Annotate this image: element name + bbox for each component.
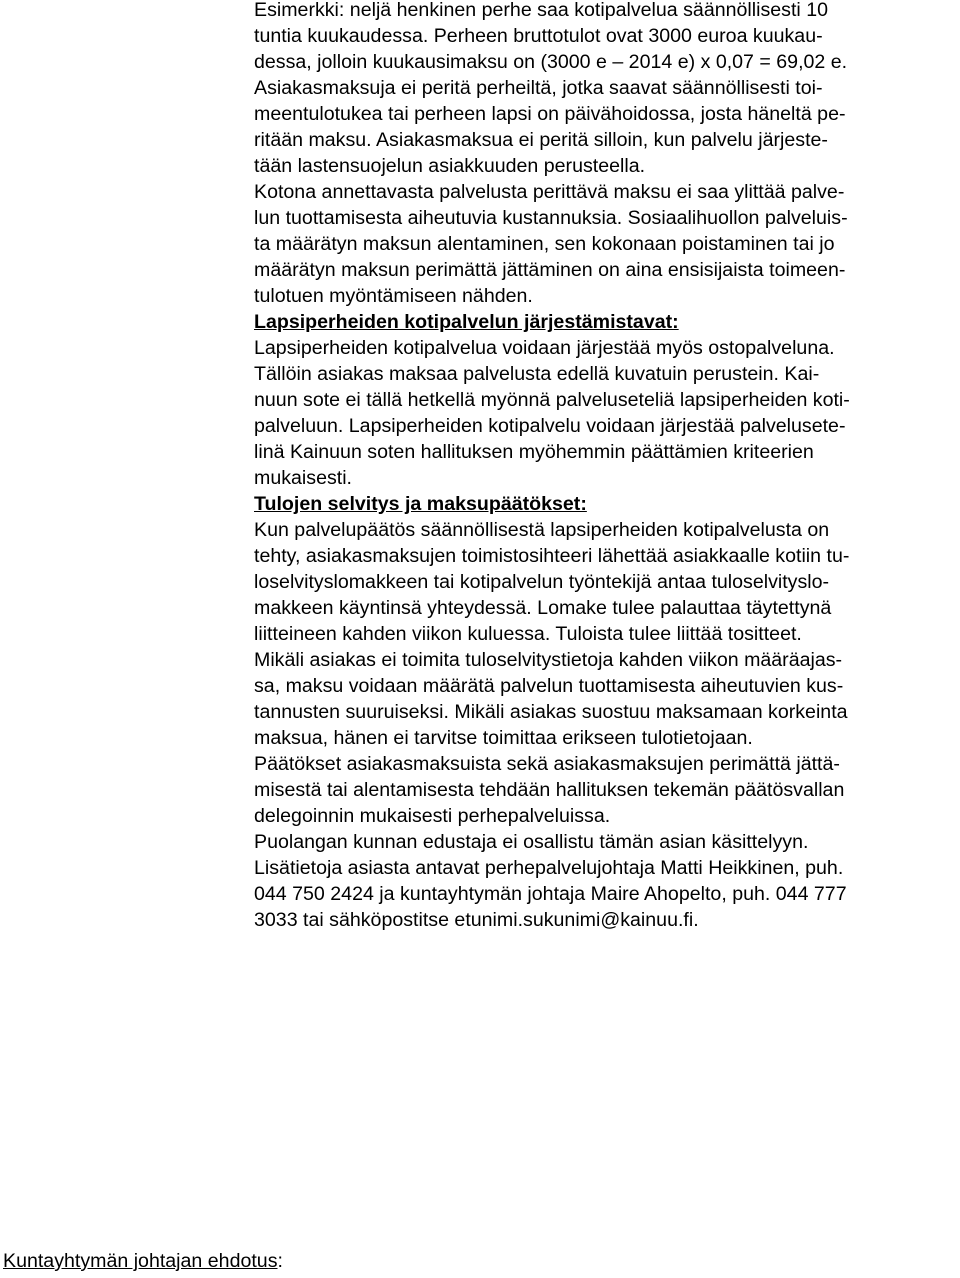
paragraph-contact <box>254 855 956 933</box>
text-line: maksua, hänen ei tarvitse toimittaa erikseen tulotietojaan. <box>254 727 753 749</box>
text-line: Mikäli asiakas ei toimita tuloselvitystietoja kahden viikon määräajas- <box>254 649 843 671</box>
section-heading-arrangement <box>254 309 956 335</box>
heading-text: Tulojen selvitys ja maksupäätökset: <box>254 493 587 515</box>
paragraph-exemptions <box>254 75 956 179</box>
paragraph-decisions <box>254 751 956 829</box>
text-line: meentulotukea tai perheen lapsi on päivähoidossa, josta häneltä pe- <box>254 103 846 125</box>
paragraph-fee-limit <box>254 179 956 309</box>
text-line: tehty, asiakasmaksujen toimistosihteeri lähettää asiakkaalle kotiin tu- <box>254 545 850 567</box>
paragraph-income-form <box>254 517 956 647</box>
text-line: linä Kainuun soten hallituksen myöhemmin päättämien kriteerien <box>254 441 814 463</box>
text-line: Esimerkki: neljä henkinen perhe saa kotipalvelua säännöllisesti 10 <box>254 0 828 21</box>
text-line: ritään maksu. Asiakasmaksua ei peritä silloin, kun palvelu järjeste- <box>254 129 828 151</box>
text-line: tuntia kuukaudessa. Perheen bruttotulot ovat 3000 euroa kuukau- <box>254 25 823 47</box>
text-line: Päätökset asiakasmaksuista sekä asiakasmaksujen perimättä jättä- <box>254 753 840 775</box>
text-line: palveluun. Lapsiperheiden kotipalvelu voidaan järjestää palvelusete- <box>254 415 846 437</box>
proposal-label-text: Kuntayhtymän johtajan ehdotus <box>3 1250 278 1272</box>
text-line: nuun sote ei tällä hetkellä myönnä palveluseteliä lapsiperheiden koti- <box>254 389 850 411</box>
paragraph-representative <box>254 829 956 855</box>
text-line: mukaisesti. <box>254 467 352 489</box>
proposal-label-colon: : <box>277 1250 283 1272</box>
text-line: Lisätietoja asiasta antavat perhepalvelujohtaja Matti Heikkinen, puh. <box>254 857 844 879</box>
text-line: 3033 tai sähköpostitse etunimi.sukunimi@kainuu.fi. <box>254 909 699 931</box>
section-heading-income <box>254 491 956 517</box>
document-body <box>254 0 956 933</box>
text-line: tulotuen myöntämiseen nähden. <box>254 285 533 307</box>
text-line: sa, maksu voidaan määrätä palvelun tuottamisesta aiheutuvien kus- <box>254 675 844 697</box>
paragraph-income-missing <box>254 647 956 751</box>
text-line: makkeen käyntinsä yhteydessä. Lomake tulee palauttaa täytettynä <box>254 597 832 619</box>
text-line: 044 750 2424 ja kuntayhtymän johtaja Maire Ahopelto, puh. 044 777 <box>254 883 847 905</box>
text-line: delegoinnin mukaisesti perhepalveluissa. <box>254 805 611 827</box>
text-line: tannusten suuruiseksi. Mikäli asiakas suostuu maksamaan korkeinta <box>254 701 848 723</box>
text-line: Lapsiperheiden kotipalvelua voidaan järjestää myös ostopalveluna. <box>254 337 835 359</box>
text-line: liitteineen kahden viikon kuluessa. Tuloista tulee liittää tositteet. <box>254 623 802 645</box>
proposal-label <box>3 1248 283 1274</box>
paragraph-example <box>254 0 956 75</box>
heading-text: Lapsiperheiden kotipalvelun järjestämistavat: <box>254 311 679 333</box>
text-line: Puolangan kunnan edustaja ei osallistu tämän asian käsittelyyn. <box>254 831 809 853</box>
text-line: määrätyn maksun perimättä jättäminen on aina ensisijaista toimeen- <box>254 259 846 281</box>
text-line: Kun palvelupäätös säännöllisestä lapsiperheiden kotipalvelusta on <box>254 519 830 541</box>
text-line: lun tuottamisesta aiheutuvia kustannuksia. Sosiaalihuollon palveluis- <box>254 207 848 229</box>
text-line: loselvityslomakkeen tai kotipalvelun työntekijä antaa tuloselvityslo- <box>254 571 830 593</box>
text-line: dessa, jolloin kuukausimaksu on (3000 e – 2014 e) x 0,07 = 69,02 e. <box>254 51 848 73</box>
text-line: misestä tai alentamisesta tehdään hallituksen tekemän päätösvallan <box>254 779 845 801</box>
paragraph-arrangement <box>254 335 956 491</box>
text-line: Tällöin asiakas maksaa palvelusta edellä kuvatuin perustein. Kai- <box>254 363 820 385</box>
text-line: Kotona annettavasta palvelusta perittävä maksu ei saa ylittää palve- <box>254 181 845 203</box>
text-line: tään lastensuojelun asiakkuuden perusteella. <box>254 155 646 177</box>
text-line: Asiakasmaksuja ei peritä perheiltä, jotka saavat säännöllisesti toi- <box>254 77 823 99</box>
text-line: ta määrätyn maksun alentaminen, sen kokonaan poistaminen tai jo <box>254 233 835 255</box>
